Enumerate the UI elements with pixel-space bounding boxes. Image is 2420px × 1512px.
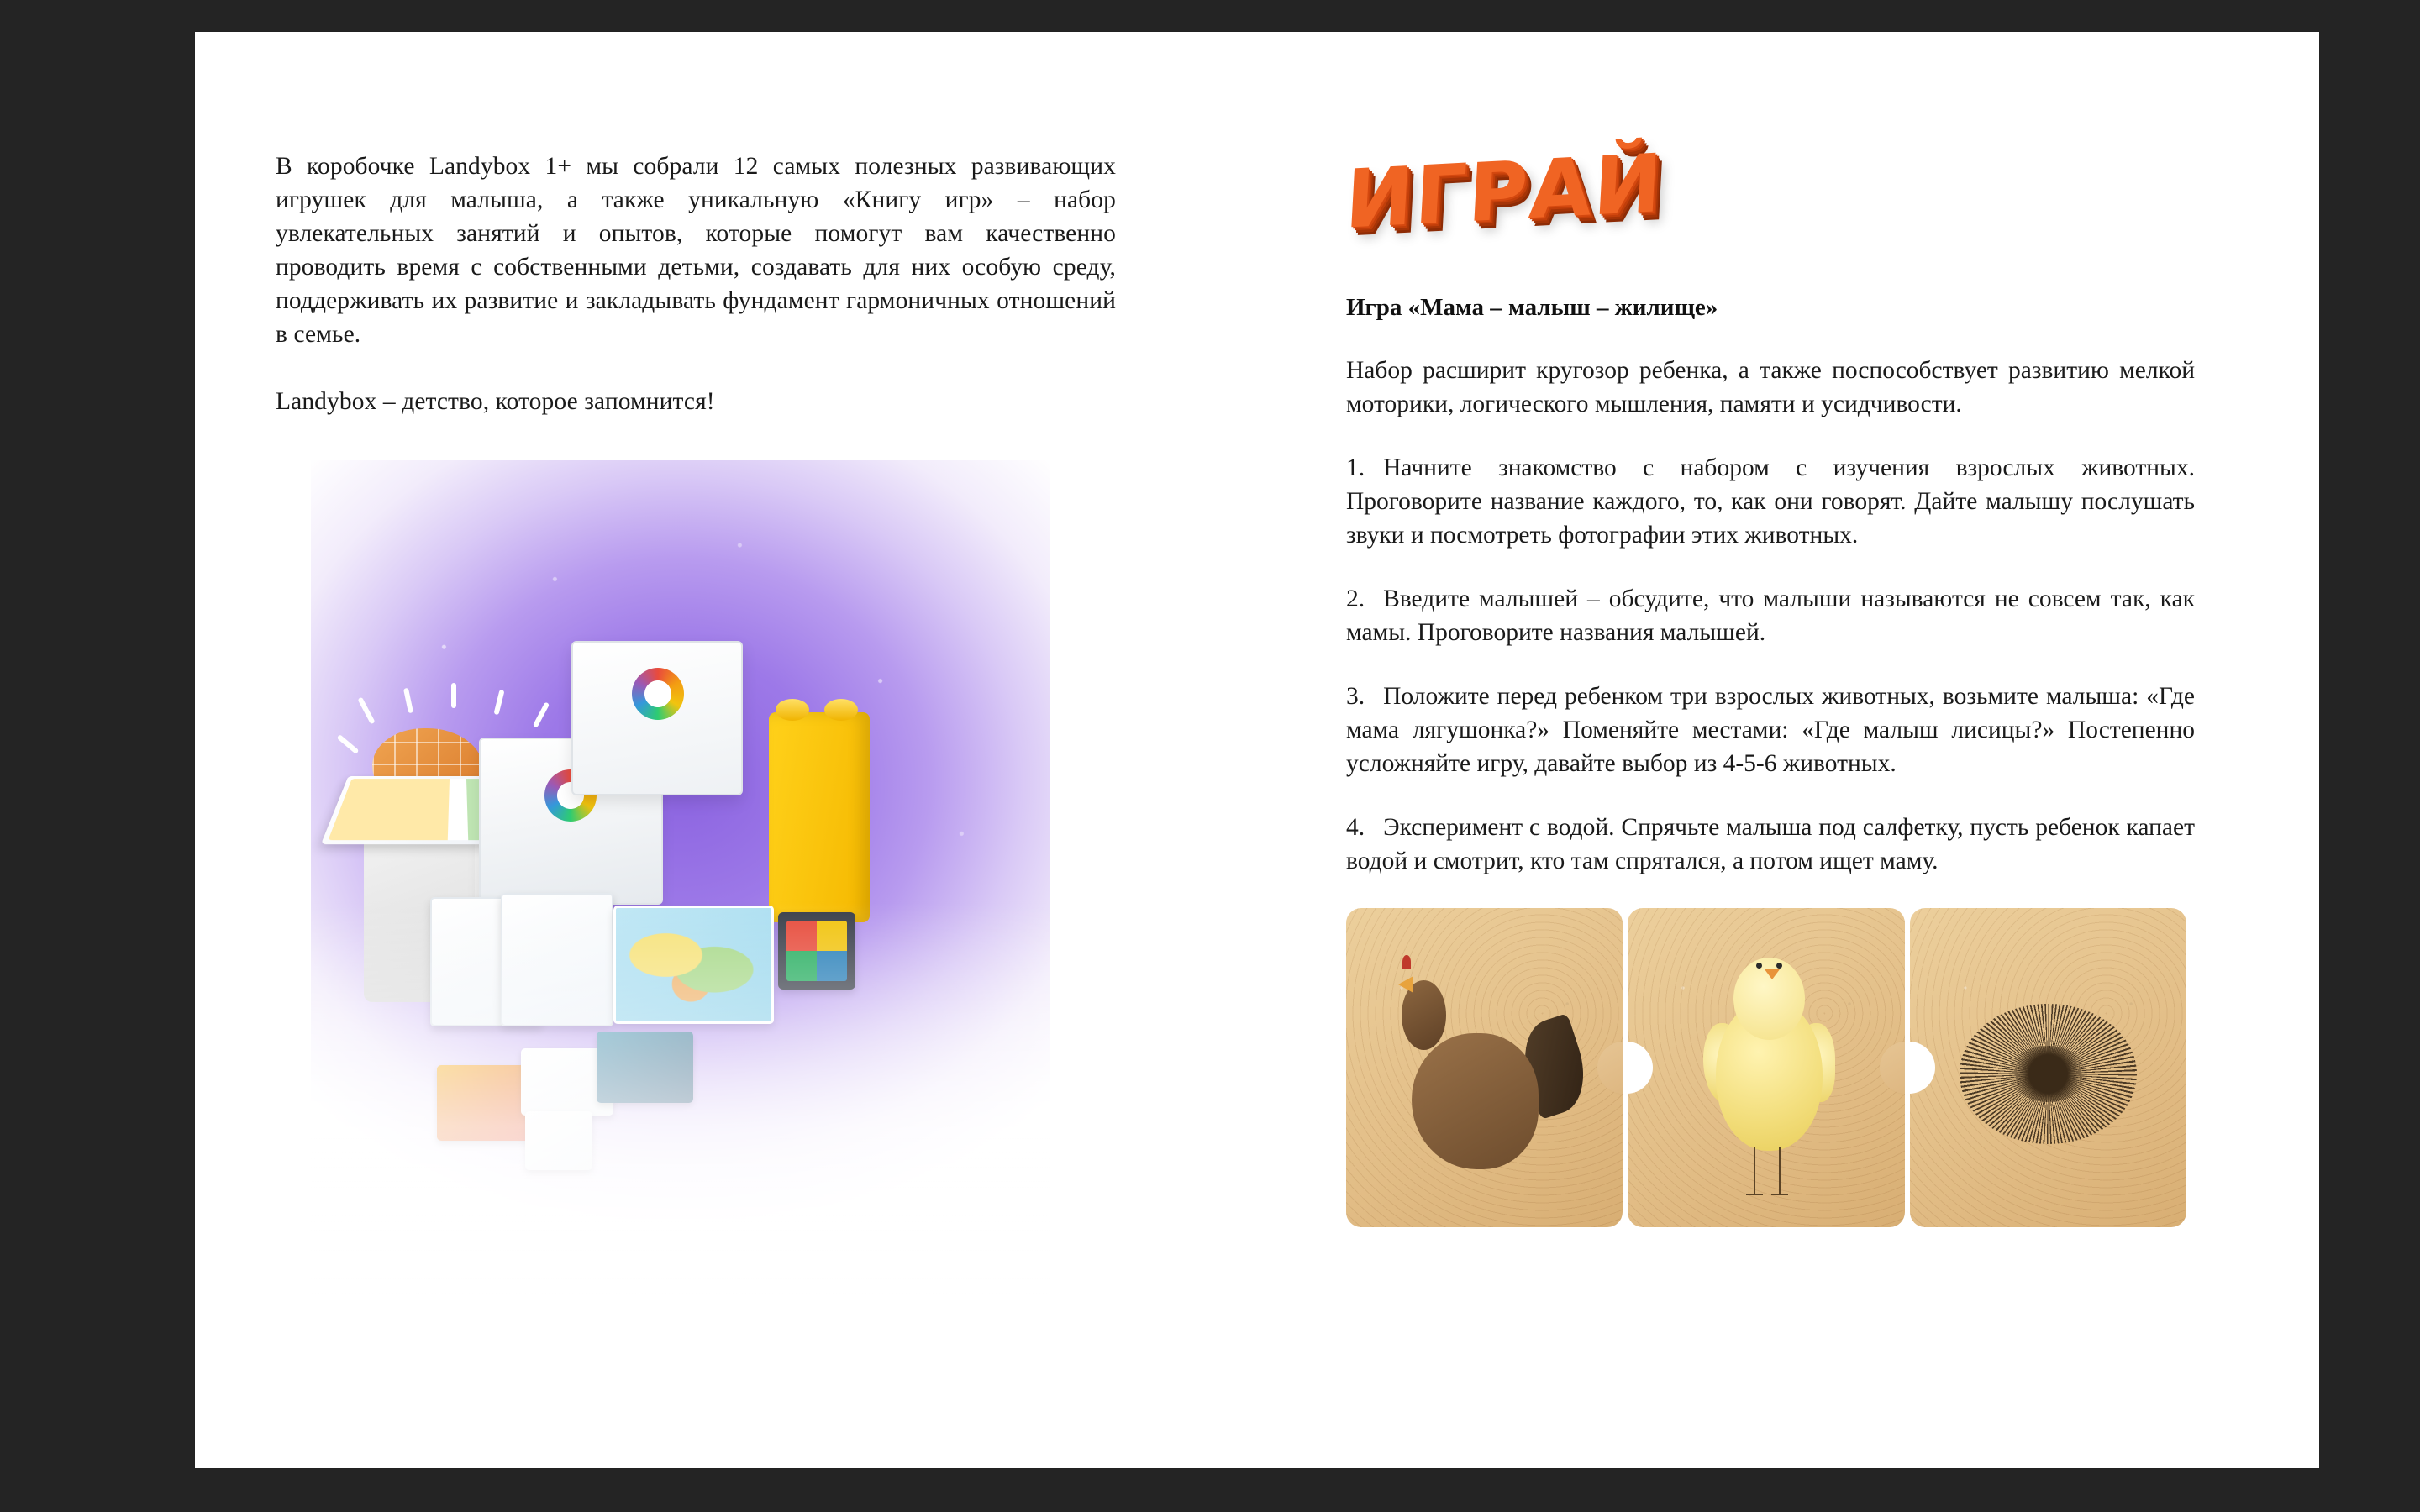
game-step: [1346, 811, 2195, 878]
left-column: [276, 150, 1116, 418]
puzzle-piece-nest: [1910, 908, 2186, 1227]
landybox-lid: [571, 641, 743, 795]
photo-bottom-fade: [311, 901, 1050, 1309]
chick-illustration: [1706, 979, 1833, 1151]
puzzle-socket: [1910, 1042, 1935, 1094]
step-number: 2.: [1346, 585, 1365, 612]
game-step: [1346, 680, 2195, 780]
step-number: 3.: [1346, 683, 1365, 710]
step-number: 1.: [1346, 454, 1365, 481]
game-title: Игра «Мама – малыш – жилище»: [1346, 294, 1718, 321]
puzzle-knob: [1880, 1042, 1905, 1094]
igray-wordmark: [1343, 136, 1850, 250]
step-text: Начните знакомство с набором с изучения взрослых животных. Проговорите название каждого, то, как они говорят. Дайте малышу послушать звуки и посмотреть фотографии этих животных.: [1346, 454, 2195, 549]
tagline-paragraph: Landybox – детство, которое запомнится!: [276, 388, 715, 415]
puzzle-socket: [1628, 1042, 1653, 1094]
step-text: Эксперимент с водой. Спрячьте малыша под салфетку, пусть ребенок капает водой и смотрит, кто там спрятался, а потом ищет маму.: [1346, 814, 2195, 874]
intro-paragraph: В коробочке Landybox 1+ мы собрали 12 самых полезных развивающих игрушек для малыша, а также уникальную «Книгу игр» – набор увлекательных занятий и опытов, которые помогут вам качественно проводить время с собственными детьми, создавать для них особую среду, поддерживать их развитие и закладывать фундамент гармоничных отношений в семье.: [276, 153, 1116, 348]
document-page: [195, 32, 2319, 1468]
step-text: Положите перед ребенком три взрослых животных, возьмите малыша: «Где мама лягушонка?» Поменяйте местами: «Где малыш лисицы?» Постепенно усложняйте игру, давайте выбор из 4-5-6 животных.: [1346, 683, 2195, 777]
game-step: [1346, 582, 2195, 649]
game-step: [1346, 451, 2195, 552]
puzzle-photo: [1346, 908, 2186, 1227]
puzzle-piece-hen: [1346, 908, 1623, 1227]
igray-wordmark-text: ИГРАЙ: [1343, 136, 1666, 247]
nest-illustration: [1960, 1004, 2137, 1144]
game-intro-paragraph: Набор расширит кругозор ребенка, а также поспособствует развитию мелкой моторики, логического мышления, памяти и усидчивости.: [1346, 357, 2195, 417]
product-photo: [311, 460, 1050, 1309]
step-text: Введите малышей – обсудите, что малыши называются не совсем так, как мамы. Проговорите названия малышей.: [1346, 585, 2195, 646]
right-column: [1343, 136, 2195, 1227]
landybox-logo-icon: [632, 668, 684, 720]
step-number: 4.: [1346, 814, 1365, 841]
lego-studs: [769, 697, 870, 726]
lego-brick: [769, 712, 870, 922]
hen-illustration: [1402, 1016, 1573, 1183]
puzzle-knob: [1597, 1042, 1623, 1094]
puzzle-piece-chick: [1628, 908, 1904, 1227]
